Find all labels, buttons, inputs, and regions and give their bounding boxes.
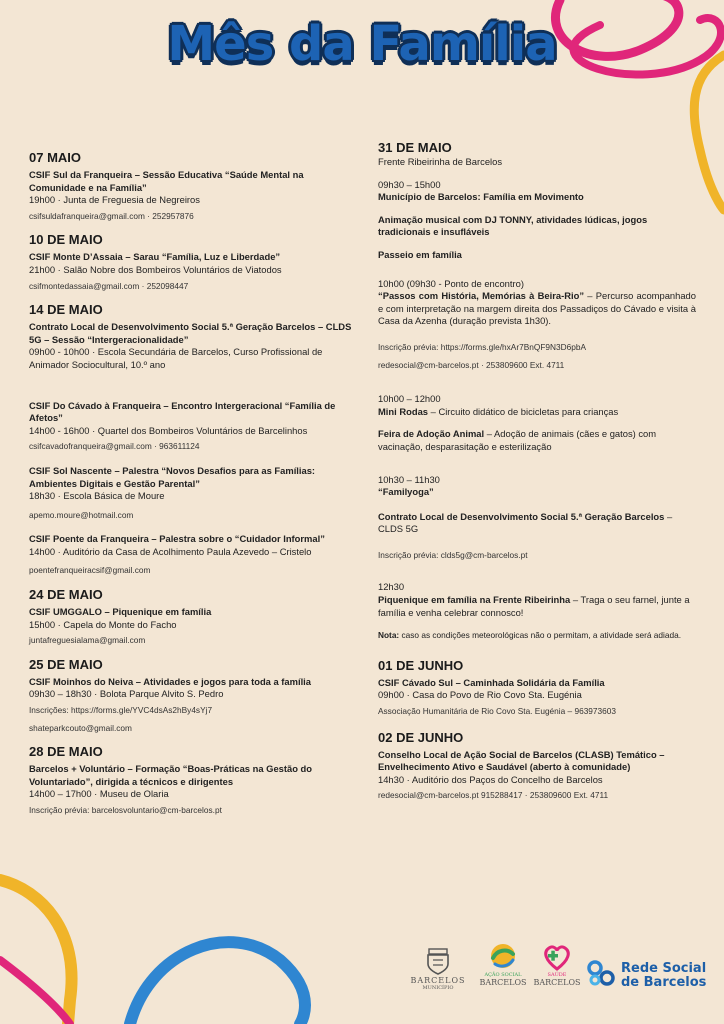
event-contact: Associação Humanitária de Rio Covo Sta. Eugénia – 963973603: [378, 706, 616, 717]
logo-line: Rede Social: [621, 961, 707, 976]
event-description: [378, 406, 696, 419]
event-title: CSIF UMGGALO – Piquenique em família: [29, 606, 212, 618]
event-title: “Passos com História, Memórias à Beira-Rio”: [378, 290, 585, 302]
event-title: Feira de Adoção Animal: [378, 428, 485, 440]
event-contact: redesocial@cm-barcelos.pt · 253809600 Ext. 4711: [378, 359, 565, 370]
event-title: CSIF Cávado Sul – Caminhada Solidária da Família: [378, 676, 605, 688]
event-time: 09h00 - 10h00 · Escola Secundária de Barcelos, Curso Profissional de Animador Sociocultural, 10.º ano: [29, 346, 323, 370]
date-heading: 01 DE JUNHO: [378, 657, 464, 673]
event-description-text: – Traga o seu farnel, junte a família e venha celebrar connosco!: [378, 594, 690, 618]
logo-municipio: [410, 946, 466, 991]
event-contact: Inscrição prévia: barcelosvoluntario@cm-barcelos.pt: [29, 805, 222, 815]
date-heading: 07 MAIO: [29, 150, 82, 165]
event-time: 10h00 – 12h00: [378, 393, 441, 405]
event-place: Frente Ribeirinha de Barcelos: [378, 156, 503, 167]
logo-subtext: SAÚDE: [547, 972, 567, 978]
page-title: Mês da Família: [167, 16, 557, 72]
logo-text: BARCELOS: [479, 978, 527, 987]
date-heading: 24 DE MAIO: [29, 587, 103, 603]
date-heading: 25 DE MAIO: [29, 656, 103, 672]
event-title: Contrato Local de Desenvolvimento Social 5.ª Geração Barcelos: [378, 510, 665, 522]
registration-link[interactable]: Inscrições: https://forms.gle/YVC4dsAs2hBy4sYj7: [29, 705, 213, 716]
event-may10: [29, 232, 354, 292]
event-description-text: – Percurso acompanhado e com interpretação na margem direita dos Passadiços do Cávado e visita à Casa da Azenha (duração prevista 1h30).: [378, 290, 696, 327]
date-heading: 10 DE MAIO: [29, 232, 103, 248]
event-subtitle: Animação musical com DJ TONNY, atividades lúdicas, jogos tradicionais e insufláveis: [378, 213, 648, 238]
event-may14: [29, 302, 354, 577]
event-title: CSIF Sul da Franqueira – Sessão Educativa “Saúde Mental na Comunidade e na Família”: [29, 169, 304, 193]
date-heading: 28 DE MAIO: [29, 744, 103, 760]
event-title: Barcelos + Voluntário – Formação “Boas-Práticas na Gestão do Voluntariado”, dirigida a técnicos e dirigentes: [29, 763, 312, 787]
event-description: [378, 428, 696, 453]
hands-icon: [487, 942, 519, 972]
event-description-text: – Circuito didático de bicicletas para crianças: [428, 405, 619, 417]
logo-acao-social: [476, 942, 530, 987]
event-time: 21h00 · Salão Nobre dos Bombeiros Voluntários de Viatodos: [29, 263, 282, 275]
note-label: Nota:: [378, 630, 400, 641]
event-contact: csifmontedassaia@gmail.com · 252098447: [29, 280, 189, 291]
logo-text: [621, 962, 706, 990]
event-may25: [29, 657, 354, 734]
event-title: CSIF Moinhos do Neiva – Atividades e jogos para toda a família: [29, 675, 312, 687]
event-subtitle: Passeio em família: [378, 248, 462, 260]
event-time: 14h00 · Auditório da Casa de Acolhimento Paula Azevedo – Cristelo: [29, 545, 312, 557]
event-time: 09h30 – 15h00: [378, 178, 441, 190]
event-time: 12h30: [378, 581, 405, 593]
event-may28: [29, 744, 354, 816]
date-heading: 31 DE MAIO: [378, 140, 452, 155]
event-title: Contrato Local de Desenvolvimento Social 5.ª Geração Barcelos – CLDS 5G – Sessão “Intergeracionalidade”: [29, 321, 352, 345]
date-heading: 14 DE MAIO: [29, 302, 103, 318]
event-contact: csifcavadofranqueira@gmail.com · 963611124: [29, 441, 200, 452]
event-contact: Inscrição prévia: clds5g@cm-barcelos.pt: [378, 549, 528, 560]
event-may31: [378, 140, 696, 642]
event-title: Mini Rodas: [378, 405, 429, 417]
weather-note: [378, 629, 696, 642]
heart-cross-icon: [541, 942, 573, 972]
event-jun1: [378, 658, 696, 718]
event-time: 14h00 - 16h00 · Quartel dos Bombeiros Voluntários de Barcelinhos: [29, 424, 308, 436]
left-column: [29, 150, 354, 827]
event-contact: poentefranqueiracsif@gmail.com: [29, 565, 151, 576]
event-contact: juntafreguesialama@gmail.com: [29, 635, 146, 646]
logos-footer: [410, 942, 710, 1002]
event-description-text: – Adoção de animais (cães e gatos) com vacinação, desparasitação e esterilização: [378, 428, 657, 452]
event-title: Município de Barcelos: Família em Movimento: [378, 191, 584, 203]
event-contact: redesocial@cm-barcelos.pt 915288417 · 253809600 Ext. 4711: [378, 790, 609, 801]
registration-link[interactable]: Inscrição prévia: https://forms.gle/hxAr7BnQF9N3D6pbA: [378, 341, 586, 352]
event-description: [378, 594, 696, 619]
event-contact: shateparkcouto@gmail.com: [29, 722, 132, 733]
logo-subtext: MUNICÍPIO: [422, 985, 454, 991]
logo-subtext: AÇÃO SOCIAL: [484, 972, 522, 978]
event-title: Piquenique em família na Frente Ribeirinha: [378, 594, 571, 606]
event-time: 10h30 – 11h30: [378, 473, 440, 485]
event-title: CSIF Poente da Franqueira – Palestra sobre o “Cuidador Informal”: [29, 533, 325, 545]
event-description-text: – CLDS 5G: [378, 510, 673, 535]
event-title: CSIF Sol Nascente – Palestra “Novos Desafios para as Famílias: Ambientes Digitais e Gestão Parental”: [29, 464, 316, 489]
rede-social-icon: [585, 958, 617, 988]
event-time: 15h00 · Capela do Monte do Facho: [29, 618, 177, 630]
crest-icon: [423, 946, 453, 976]
event-title: CSIF Do Cávado à Franqueira – Encontro Intergeracional “Família de Afetos”: [29, 399, 336, 424]
event-title: Conselho Local de Ação Social de Barcelos (CLASB) Temático – Envelhecimento Ativo e Saudável (aberto à comunidade): [378, 748, 665, 773]
logo-saude: [532, 942, 582, 987]
event-time: 10h00 (09h30 - Ponto de encontro): [378, 277, 524, 289]
logo-text: BARCELOS: [410, 976, 466, 985]
event-time: 18h30 · Escola Básica de Moure: [29, 490, 165, 502]
logo-rede-social: [585, 958, 715, 993]
date-heading: 02 DE JUNHO: [378, 729, 464, 745]
event-time: 19h00 · Junta de Freguesia de Negreiros: [29, 194, 200, 206]
note-text: caso as condições meteorológicas não o permitam, a atividade será adiada.: [399, 630, 681, 641]
event-may24: [29, 587, 354, 647]
event-contact: apemo.moure@hotmail.com: [29, 509, 134, 520]
event-time: 14h00 – 17h00 · Museu de Olaria: [29, 788, 169, 800]
event-description: [378, 290, 696, 328]
event-may7: [29, 150, 354, 222]
event-title: CSIF Monte D’Assaia – Sarau “Família, Luz e Liberdade”: [29, 251, 281, 263]
event-time: 09h00 · Casa do Povo de Rio Covo Sta. Eugénia: [378, 689, 582, 701]
logo-text: BARCELOS: [533, 978, 581, 987]
event-time: 09h30 – 18h30 · Bolota Parque Alvito S. Pedro: [29, 688, 224, 700]
event-title: “Familyoga”: [378, 486, 434, 498]
logo-line: de Barcelos: [621, 975, 707, 990]
event-contact: csifsuldafranqueira@gmail.com · 252957876: [29, 210, 194, 221]
event-description: [378, 511, 696, 536]
event-jun2: [378, 730, 696, 802]
event-time: 14h30 · Auditório dos Paços do Concelho de Barcelos: [378, 773, 603, 785]
right-column: [378, 140, 696, 812]
